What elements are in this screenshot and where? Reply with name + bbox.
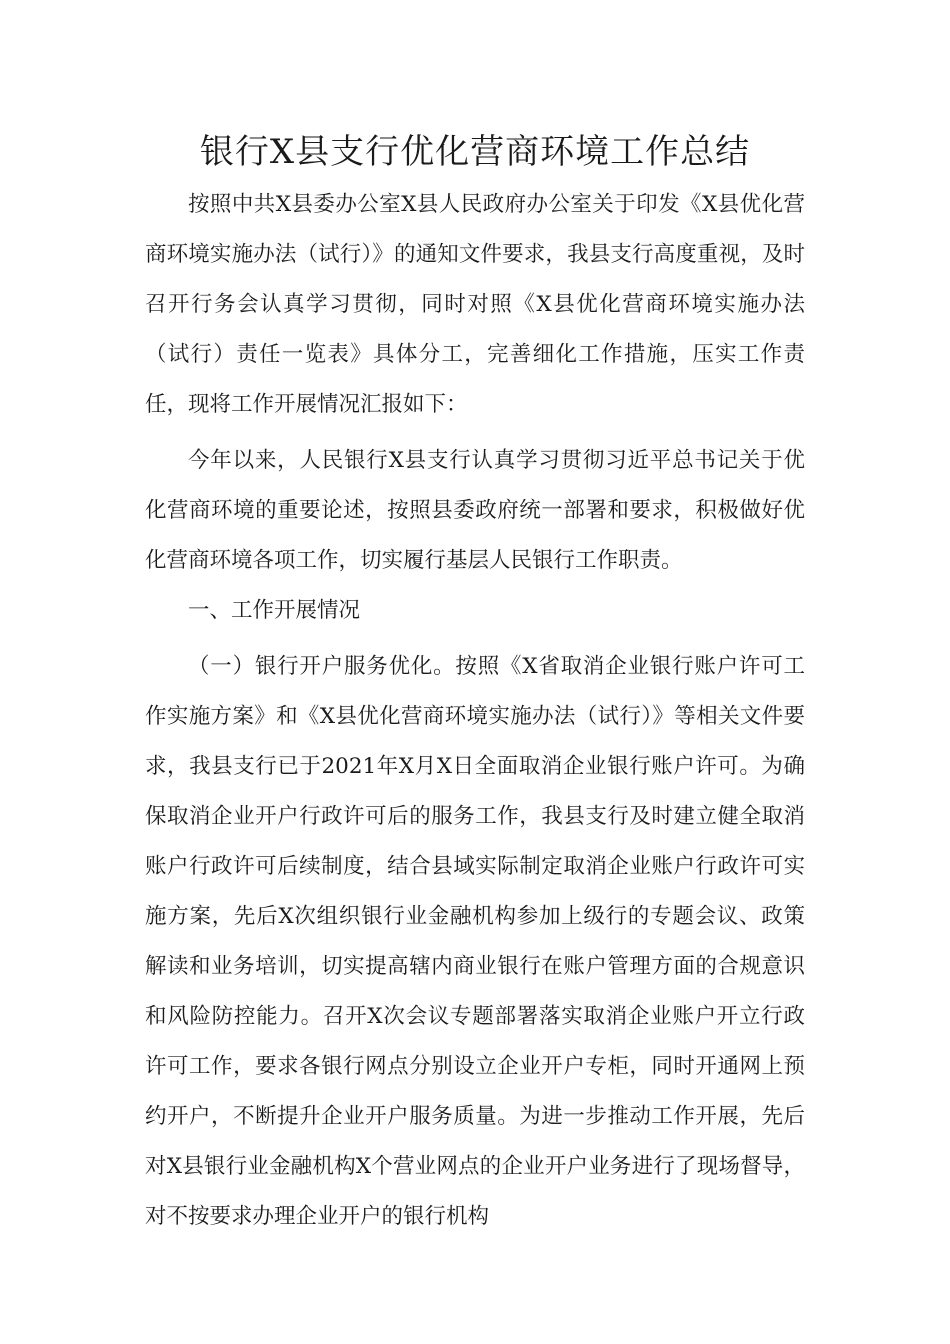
overview-paragraph: 今年以来，人民银行X县支行认真学习贯彻习近平总书记关于优化营商环境的重要论述，按照县委政府统一部署和要求，积极做好优化营商环境各项工作，切实履行基层人民银行工作职责。 [145, 448, 805, 573]
document-title: 银行X县支行优化营商环境工作总结 [199, 132, 751, 172]
section-heading: 一、工作开展情况 [188, 598, 361, 623]
intro-paragraph: 按照中共X县委办公室X县人民政府办公室关于印发《X县优化营商环境实施办法（试行）》的通知文件要求，我县支行高度重视，及时召开行务会认真学习贯彻，同时对照《X县优化营商环境实施办法（试行）责任一览表》具体分工，完善细化工作措施，压实工作责任，现将工作开展情况汇报如下： [145, 192, 805, 417]
section-paragraph: （一）银行开户服务优化。按照《X省取消企业银行账户许可工作实施方案》和《X县优化营商环境实施办法（试行）》等相关文件要求，我县支行已于2021年X月X日全面取消企业银行账户许可。为确保取消企业开户行政许可后的服务工作，我县支行及时建立健全取消账户行政许可后续制度，结合县域实际制定取消企业账户行政许可实施方案，先后X次组织银行业金融机构参加上级行的专题会议、政策解读和业务培训，切实提高辖内商业银行在账户管理方面的合规意识和风险防控能力。召开X次会议专题部署落实取消企业账户开立行政许可工作，要求各银行网点分别设立企业开户专柜，同时开通网上预约开户，不断提升企业开户服务质量。为进一步推动工作开展，先后对X县银行业金融机构X个营业网点的企业开户业务进行了现场督导，对不按要求办理企业开户的银行机构 [145, 654, 805, 1229]
document-body [145, 180, 805, 1242]
